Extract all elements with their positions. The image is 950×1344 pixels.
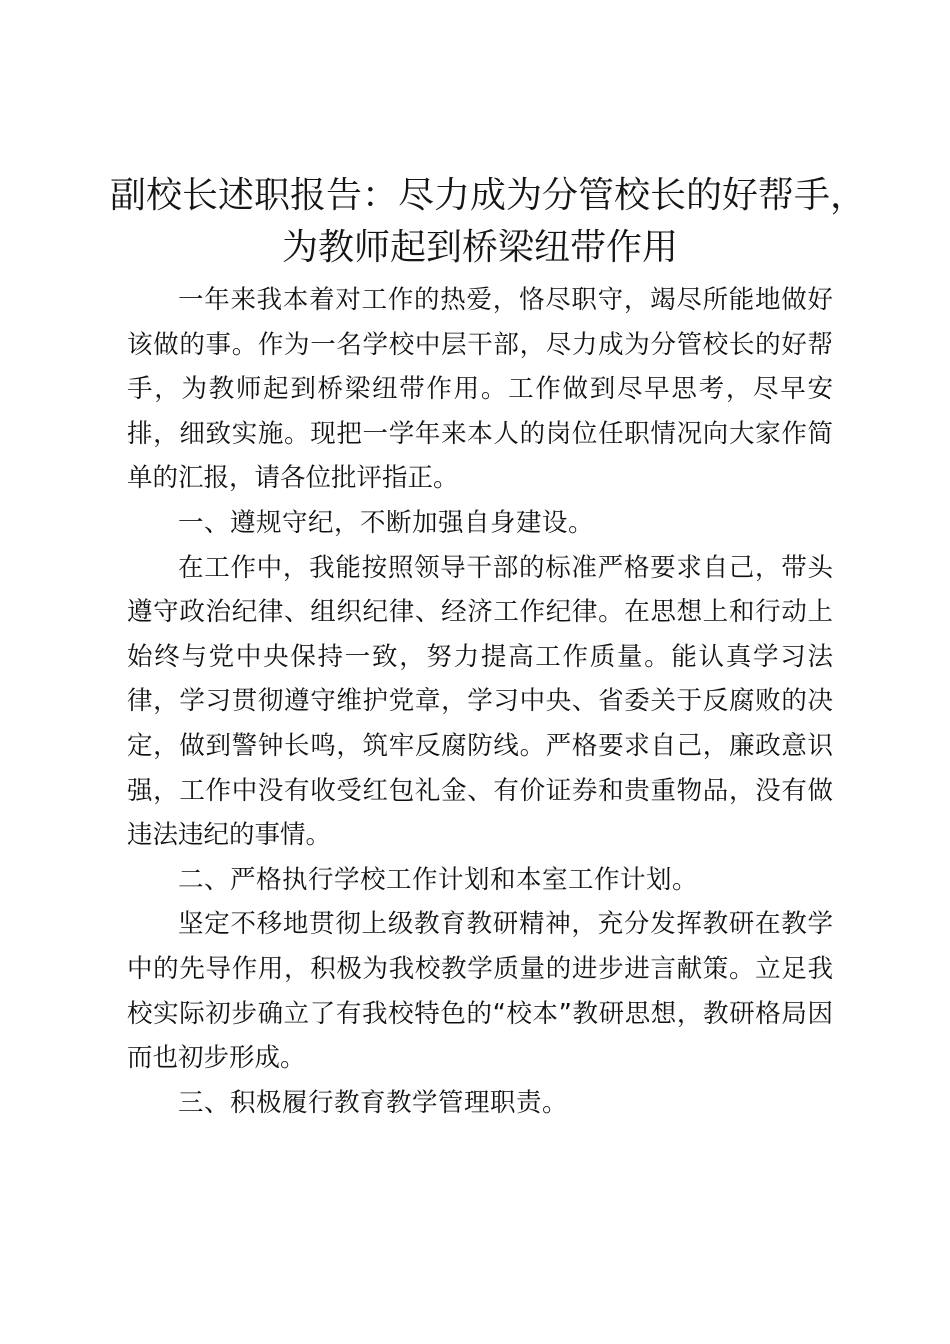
section-heading-1: 一、遵规守纪，不断加强自身建设。 <box>178 507 595 538</box>
section-heading-3: 三、积极履行教育教学管理职责。 <box>178 1087 569 1118</box>
section-body-2: 坚定不移地贯彻上级教育教研精神，充分发挥教研在教学中的先导作用，积极为我校教学质量的进步进言献策。立足我校实际初步确立了有我校特色的“校本”教研思想，教研格局因而也初步形成。 <box>127 909 833 1074</box>
section-heading-2: 二、严格执行学校工作计划和本室工作计划。 <box>178 864 699 895</box>
title-line-1: 副校长述职报告：尽力成为分管校长的好帮手， <box>110 175 867 216</box>
title-line-2: 为教师起到桥梁纽带作用 <box>281 227 678 268</box>
intro-paragraph: 一年来我本着对工作的热爱，恪尽职守，竭尽所能地做好该做的事。作为一名学校中层干部，尽力成为分管校长的好帮手，为教师起到桥梁纽带作用。工作做到尽早思考，尽早安排，细致实施。现把一学年来本人的岗位任职情况向大家作简单的汇报，请各位批评指正。 <box>127 285 833 494</box>
section-body-1: 在工作中，我能按照领导干部的标准严格要求自己，带头遵守政治纪律、组织纪律、经济工作纪律。在思想上和行动上始终与党中央保持一致，努力提高工作质量。能认真学习法律，学习贯彻遵守维护党章，学习中央、省委关于反腐败的决定，做到警钟长鸣，筑牢反腐防线。严格要求自己，廉政意识强，工作中没有收受红包礼金、有价证券和贵重物品，没有做违法违纪的事情。 <box>127 552 833 851</box>
document-title <box>110 170 867 274</box>
document-body <box>127 278 833 1125</box>
